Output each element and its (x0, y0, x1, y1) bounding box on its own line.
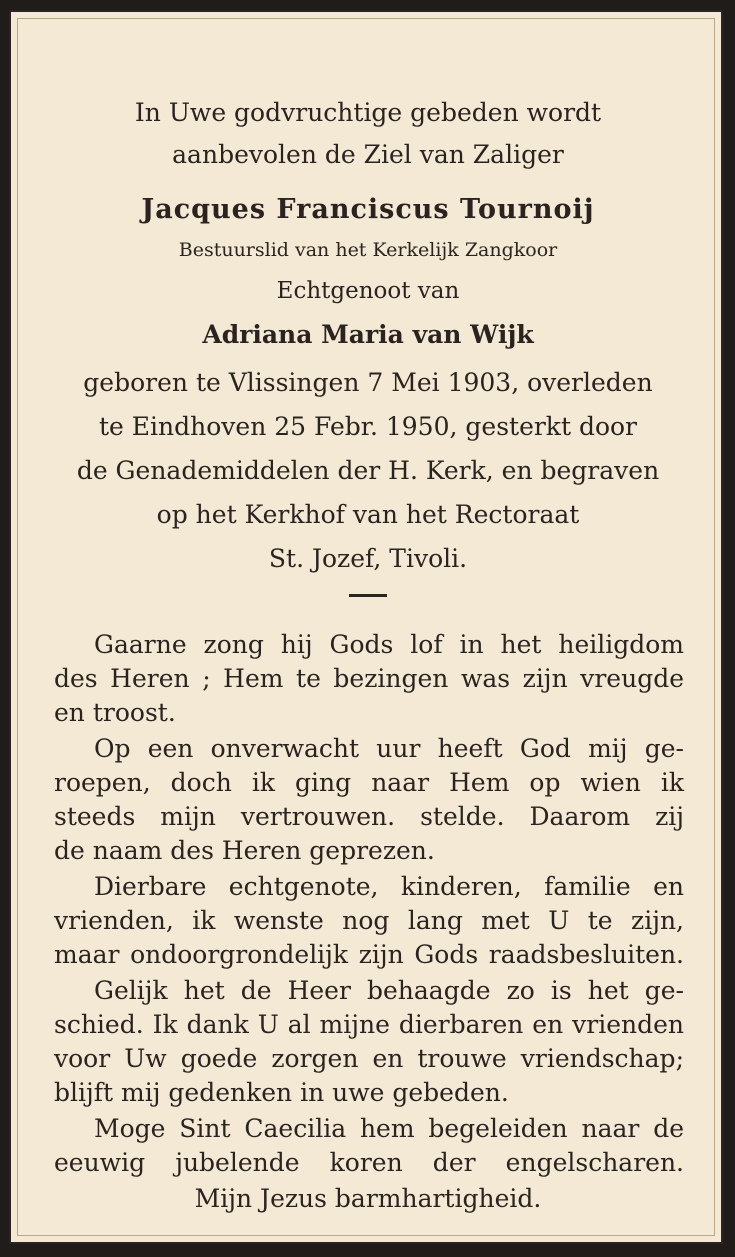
verse-line-1: Gaarne zong hij Gods lof in het heiligdom (94, 630, 684, 659)
bio-line-4: op het Kerkhof van het Rectoraat (156, 500, 580, 529)
verse-line-10: maar ondoorgrondelijk zijn Gods raadsbesluiten. (54, 940, 684, 969)
verse-line-9: vrienden, ik wenste nog lang met U te zijn, (54, 906, 684, 935)
bio-line-3: de Genademiddelen der H. Kerk, en begraven (76, 456, 660, 485)
verse-line-3: en troost. (54, 698, 176, 727)
spouse-name: Adriana Maria van Wijk (202, 320, 534, 349)
verse-line-2: des Heren ; Hem te bezingen was zijn vreugde (54, 664, 684, 693)
deceased-role: Bestuurslid van het Kerkelijk Zangkoor (178, 239, 558, 261)
intro-line-1: In Uwe godvruchtige gebeden wordt (134, 98, 602, 127)
verse-line-12: schied. Ik dank U al mijne dierbaren en vrienden (54, 1010, 684, 1039)
verse-line-8: Dierbare echtgenote, kinderen, familie en (94, 872, 684, 901)
bio-line-2: te Eindhoven 25 Febr. 1950, gesterkt door (98, 412, 638, 441)
verse-line-5: roepen, doch ik ging naar Hem op wien ik (54, 768, 684, 797)
verse-line-14: blijft mij gedenken in uwe gebeden. (54, 1078, 509, 1107)
verse-line-6: steeds mijn vertrouwen. stelde. Daarom zij (54, 802, 684, 831)
deceased-name: Jacques Franciscus Tournoij (141, 194, 595, 225)
verse-line-13: voor Uw goede zorgen en trouwe vriendschap; (54, 1044, 684, 1073)
bio-line-5: St. Jozef, Tivoli. (268, 544, 468, 573)
verse-line-4: Op een onverwacht uur heeft God mij ge- (94, 734, 684, 763)
verse-line-11: Gelijk het de Heer behaagde zo is het ge- (94, 976, 684, 1005)
verse-line-17: Mijn Jezus barmhartigheid. (194, 1184, 542, 1213)
verse-line-7: de naam des Heren geprezen. (54, 836, 435, 865)
memorial-card (9, 10, 723, 1244)
verse-line-16: eeuwig jubelende koren der engelscharen. (54, 1148, 684, 1177)
relation-label: Echtgenoot van (276, 278, 460, 304)
divider-rule (349, 594, 387, 597)
verse-line-15: Moge Sint Caecilia hem begeleiden naar de (94, 1114, 684, 1143)
intro-line-2: aanbevolen de Ziel van Zaliger (172, 140, 564, 169)
bio-line-1: geboren te Vlissingen 7 Mei 1903, overleden (83, 368, 653, 397)
